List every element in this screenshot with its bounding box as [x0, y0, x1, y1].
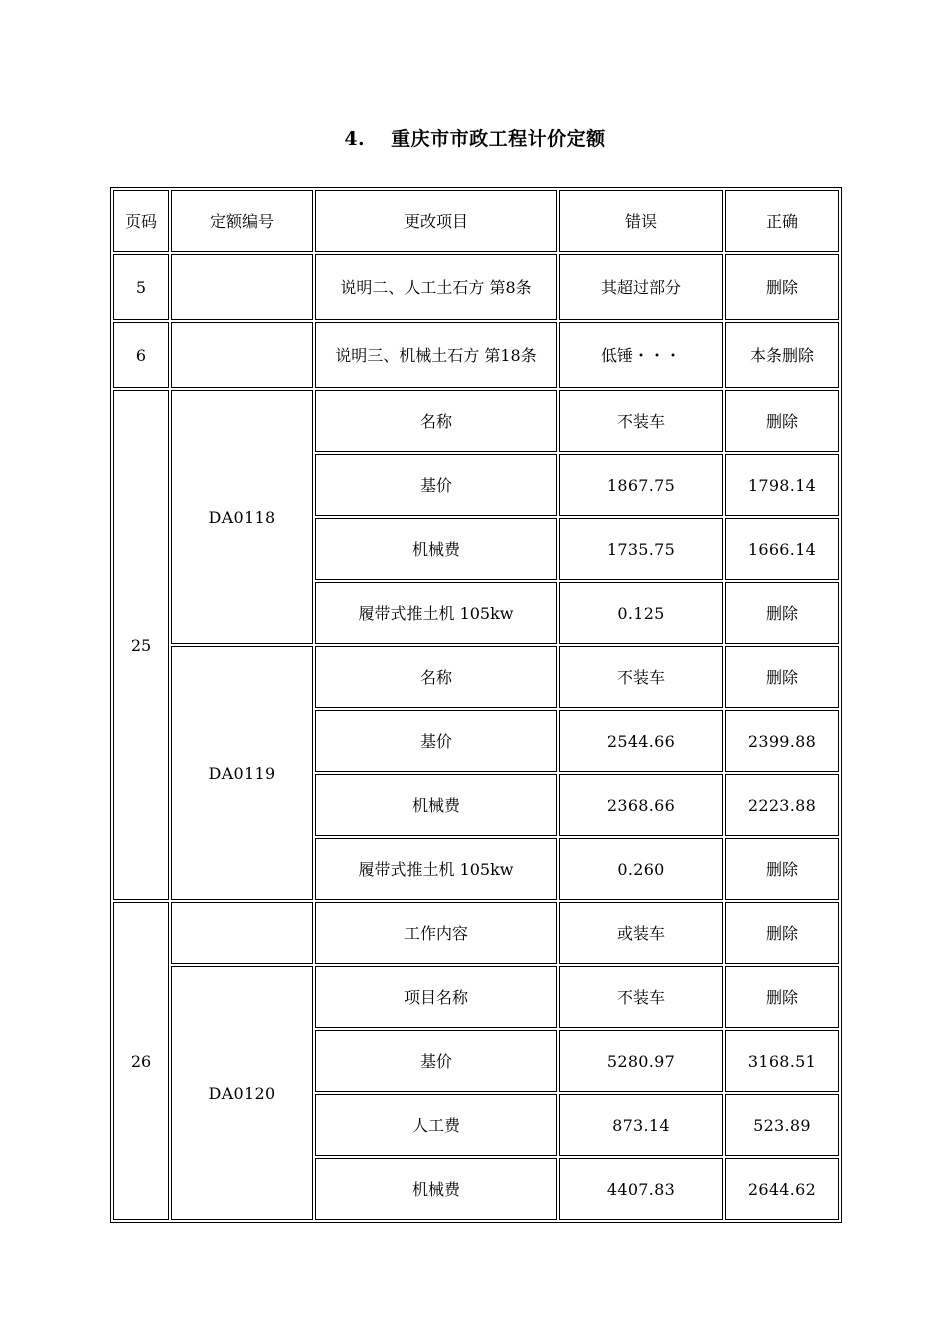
- cell-wrong: 1867.75: [559, 454, 723, 516]
- cell-wrong: 或装车: [559, 902, 723, 964]
- table-row: [113, 646, 839, 708]
- cell-wrong: 2544.66: [559, 710, 723, 772]
- errata-table: [110, 187, 842, 1223]
- cell-correct: 2644.62: [725, 1158, 839, 1220]
- header-page: 页码: [113, 190, 169, 252]
- cell-item: 基价: [315, 710, 557, 772]
- title-text: 重庆市市政工程计价定额: [391, 128, 606, 150]
- cell-page: 5: [113, 254, 169, 320]
- cell-item: 工作内容: [315, 902, 557, 964]
- cell-wrong: 不装车: [559, 390, 723, 452]
- cell-item: 说明三、机械土石方 第18条: [315, 322, 557, 388]
- cell-wrong: 低锤・・・: [559, 322, 723, 388]
- cell-item: 履带式推土机 105kw: [315, 582, 557, 644]
- table-row: [113, 966, 839, 1028]
- header-wrong: 错误: [559, 190, 723, 252]
- table-row: [113, 322, 839, 388]
- cell-wrong: 1735.75: [559, 518, 723, 580]
- cell-correct: 523.89: [725, 1094, 839, 1156]
- cell-item: 项目名称: [315, 966, 557, 1028]
- cell-correct: 本条删除: [725, 322, 839, 388]
- cell-item: 基价: [315, 454, 557, 516]
- cell-correct: 2223.88: [725, 774, 839, 836]
- cell-correct: 删除: [725, 838, 839, 900]
- table-row: [113, 902, 839, 964]
- cell-correct: 删除: [725, 966, 839, 1028]
- cell-item: 基价: [315, 1030, 557, 1092]
- cell-correct: 删除: [725, 582, 839, 644]
- cell-code: [171, 254, 313, 320]
- cell-item: 人工费: [315, 1094, 557, 1156]
- cell-item: 机械费: [315, 518, 557, 580]
- page-title: [0, 124, 950, 151]
- cell-code-group: DA0119: [171, 646, 313, 900]
- table-row: [113, 254, 839, 320]
- cell-correct: 删除: [725, 902, 839, 964]
- cell-page-group: 26: [113, 902, 169, 1220]
- cell-page: 6: [113, 322, 169, 388]
- cell-code: [171, 902, 313, 964]
- cell-item: 名称: [315, 390, 557, 452]
- cell-correct: 1798.14: [725, 454, 839, 516]
- cell-correct: 删除: [725, 390, 839, 452]
- cell-correct: 删除: [725, 254, 839, 320]
- cell-page-group: 25: [113, 390, 169, 900]
- cell-item: 说明二、人工土石方 第8条: [315, 254, 557, 320]
- cell-item: 机械费: [315, 774, 557, 836]
- cell-code: [171, 322, 313, 388]
- cell-item: 名称: [315, 646, 557, 708]
- cell-wrong: 4407.83: [559, 1158, 723, 1220]
- cell-wrong: 不装车: [559, 646, 723, 708]
- title-number: 4.: [344, 128, 366, 150]
- cell-wrong: 0.125: [559, 582, 723, 644]
- cell-correct: 删除: [725, 646, 839, 708]
- table-row: [113, 390, 839, 452]
- cell-code-group: DA0120: [171, 966, 313, 1220]
- cell-correct: 1666.14: [725, 518, 839, 580]
- header-code: 定额编号: [171, 190, 313, 252]
- cell-wrong: 873.14: [559, 1094, 723, 1156]
- cell-item: 履带式推土机 105kw: [315, 838, 557, 900]
- cell-item: 机械费: [315, 1158, 557, 1220]
- table-header-row: [113, 190, 839, 252]
- cell-correct: 2399.88: [725, 710, 839, 772]
- header-correct: 正确: [725, 190, 839, 252]
- cell-code-group: DA0118: [171, 390, 313, 644]
- cell-wrong: 不装车: [559, 966, 723, 1028]
- cell-wrong: 其超过部分: [559, 254, 723, 320]
- cell-wrong: 2368.66: [559, 774, 723, 836]
- cell-correct: 3168.51: [725, 1030, 839, 1092]
- cell-wrong: 0.260: [559, 838, 723, 900]
- header-item: 更改项目: [315, 190, 557, 252]
- cell-wrong: 5280.97: [559, 1030, 723, 1092]
